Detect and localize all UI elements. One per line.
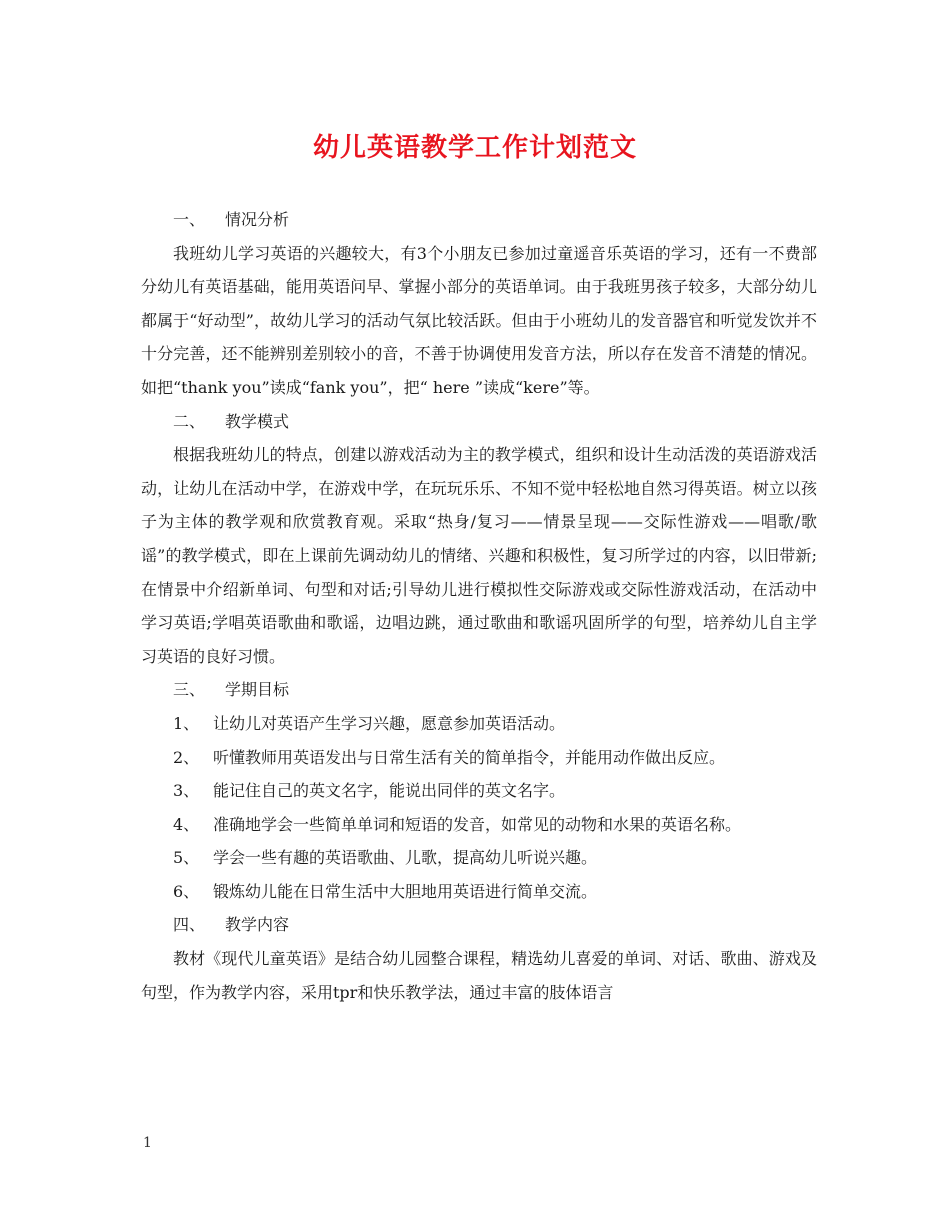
list-item bbox=[141, 707, 817, 741]
list-item-text: 锻炼幼儿能在日常生活中大胆地用英语进行简单交流。 bbox=[213, 881, 598, 901]
section-heading-text: 教学模式 bbox=[225, 411, 290, 431]
list-item-number: 4、 bbox=[173, 814, 200, 834]
list-item-text: 学会一些有趣的英语歌曲、儿歌，提高幼儿听说兴趣。 bbox=[213, 848, 598, 868]
list-item bbox=[141, 875, 817, 909]
section-heading-1 bbox=[141, 203, 817, 237]
section-number: 一、 bbox=[173, 210, 206, 229]
list-item-number: 3、 bbox=[173, 781, 200, 801]
document-title: 幼儿英语教学工作计划范文 bbox=[312, 133, 637, 163]
section-number: 四、 bbox=[173, 915, 206, 935]
list-item-text: 准确地学会一些简单单词和短语的发音，如常见的动物和水果的英语名称。 bbox=[213, 814, 742, 834]
section-number: 三、 bbox=[173, 680, 206, 700]
section-paragraph-2: 根据我班幼儿的特点，创建以游戏活动为主的教学模式，组织和设计生动活泼的英语游戏活动，让幼儿在活动中学，在游戏中学，在玩玩乐乐、不知不觉中轻松地自然习得英语。树立以孩子为主体的教学观和欣赏教育观。采取“热身/复习——情景呈现——交际性游戏——唱歌/歌谣”的教学模式，即在上课前先调动幼儿的情绪、兴趣和积极性，复习所学过的内容，以旧带新;在情景中介绍新单词、句型和对话;引导幼儿进行模拟性交际游戏或交际性游戏活动，在活动中学习英语;学唱英语歌曲和歌谣，边唱边跳，通过歌曲和歌谣巩固所学的句型，培养幼儿自主学习英语的良好习惯。 bbox=[141, 445, 817, 666]
section-heading-text: 学期目标 bbox=[225, 680, 290, 700]
section-paragraph-1: 我班幼儿学习英语的兴趣较大，有3个小朋友已参加过童遥音乐英语的学习，还有一不费部分幼儿有英语基础，能用英语问早、掌握小部分的英语单词。由于我班男孩子较多，大部分幼儿都属于“好动型”，故幼儿学习的活动气氛比较活跃。但由于小班幼儿的发音器官和听觉发饮并不十分完善，还不能辨别差别较小的音，不善于协调使用发音方法，所以存在发音不清楚的情况。如把“thank you”读成“fank you”，把“ here ”读成“kere”等。 bbox=[141, 243, 817, 397]
list-item-number: 6、 bbox=[173, 881, 200, 901]
list-item bbox=[141, 741, 817, 775]
list-item bbox=[141, 774, 817, 808]
list-item-text: 让幼儿对英语产生学习兴趣，愿意参加英语活动。 bbox=[213, 713, 566, 733]
section-heading-text: 情况分析 bbox=[225, 210, 290, 229]
section-heading-text: 教学内容 bbox=[225, 915, 290, 935]
list-item-number: 2、 bbox=[173, 747, 200, 767]
list-item bbox=[141, 808, 817, 842]
list-item-text: 听懂教师用英语发出与日常生活有关的简单指令，并能用动作做出反应。 bbox=[213, 747, 726, 767]
section-heading-2 bbox=[141, 405, 817, 439]
document-body bbox=[141, 203, 817, 1009]
section-number: 二、 bbox=[173, 411, 206, 431]
section-heading-3 bbox=[141, 673, 817, 707]
section-heading-4 bbox=[141, 908, 817, 942]
list-item-text: 能记住自己的英文名字，能说出同伴的英文名字。 bbox=[213, 781, 566, 801]
list-item bbox=[141, 841, 817, 875]
page-number: 1 bbox=[143, 1135, 152, 1151]
section-paragraph-4: 教材《现代儿童英语》是结合幼儿园整合课程，精选幼儿喜爱的单词、对话、歌曲、游戏及句型，作为教学内容，采用tpr和快乐教学法，通过丰富的肢体语言 bbox=[141, 949, 817, 1002]
list-item-number: 1、 bbox=[173, 713, 200, 733]
list-item-number: 5、 bbox=[173, 848, 200, 868]
